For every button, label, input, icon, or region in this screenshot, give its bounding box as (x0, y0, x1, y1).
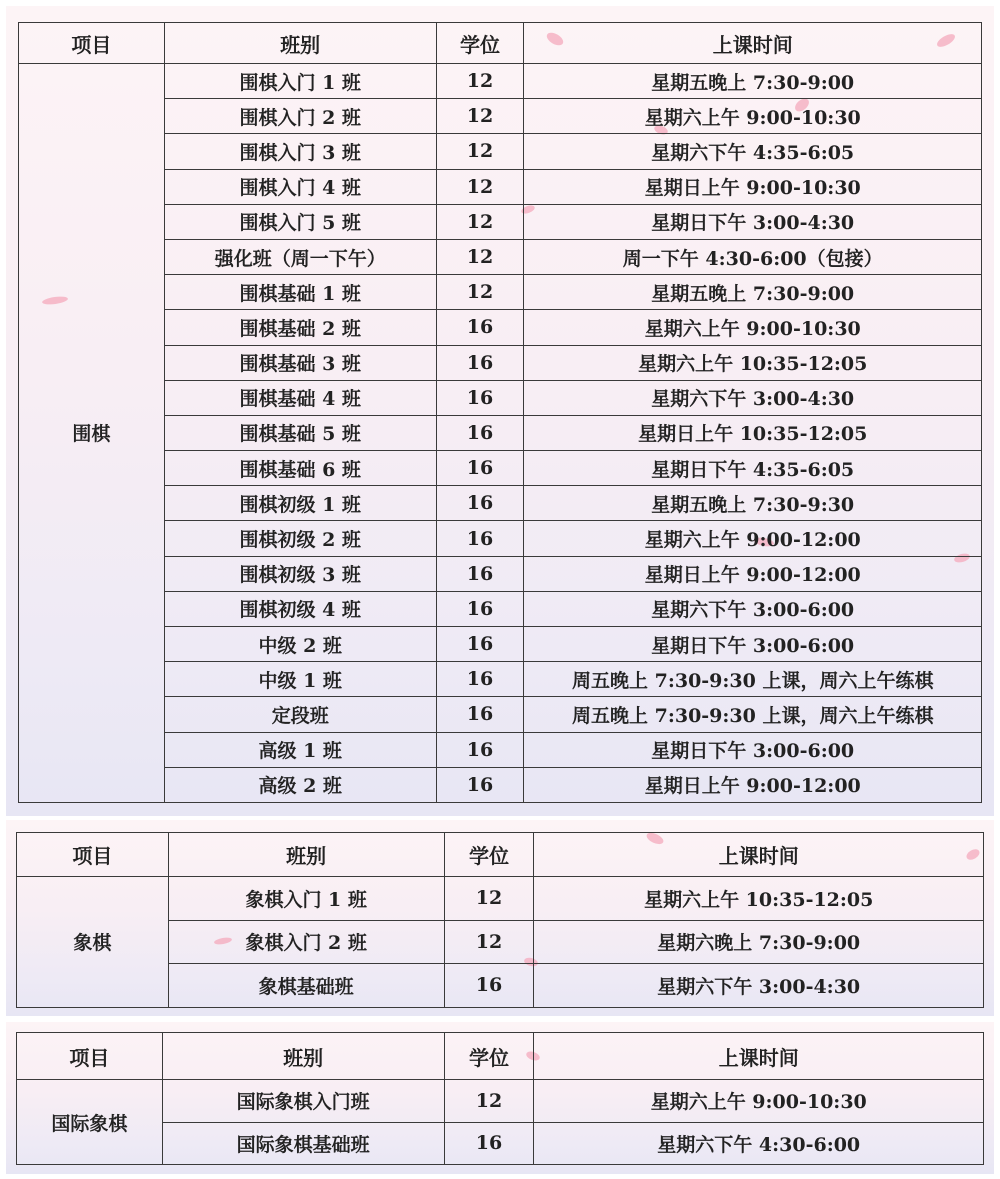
time-cell: 星期六上午 10:35-12:05 (534, 877, 984, 921)
time-cell: 周一下午 4:30-6:00（包接） (524, 239, 982, 274)
seats-cell: 16 (436, 380, 524, 415)
class-cell: 定段班 (164, 697, 436, 732)
seats-cell: 16 (436, 697, 524, 732)
time-cell: 星期六下午 4:30-6:00 (534, 1122, 984, 1165)
table-row (17, 877, 984, 921)
seats-cell: 16 (444, 1122, 534, 1165)
table-header-row (17, 833, 984, 877)
table-row (19, 64, 982, 99)
class-cell: 强化班（周一下午） (164, 239, 436, 274)
seats-cell: 12 (436, 204, 524, 239)
seats-cell: 12 (444, 1080, 534, 1123)
seats-cell: 16 (436, 732, 524, 767)
class-cell: 中级 1 班 (164, 662, 436, 697)
header-time: 上课时间 (534, 833, 984, 877)
class-cell: 围棋初级 1 班 (164, 486, 436, 521)
class-cell: 围棋入门 5 班 (164, 204, 436, 239)
time-cell: 星期六下午 3:00-4:30 (524, 380, 982, 415)
seats-cell: 12 (444, 920, 534, 964)
header-class: 班别 (164, 23, 436, 64)
class-cell: 围棋初级 3 班 (164, 556, 436, 591)
time-cell: 星期日下午 4:35-6:05 (524, 451, 982, 486)
time-cell: 星期六上午 10:35-12:05 (524, 345, 982, 380)
time-cell: 星期六晚上 7:30-9:00 (534, 920, 984, 964)
header-class: 班别 (162, 1033, 444, 1080)
header-seats: 学位 (444, 1033, 534, 1080)
seats-cell: 16 (436, 345, 524, 380)
chess-table (16, 1032, 984, 1165)
class-cell: 中级 2 班 (164, 627, 436, 662)
time-cell: 星期六上午 9:00-10:30 (524, 99, 982, 134)
xiangqi-table (16, 832, 984, 1008)
header-time: 上课时间 (524, 23, 982, 64)
seats-cell: 16 (436, 415, 524, 450)
header-project: 项目 (17, 833, 169, 877)
class-cell: 高级 2 班 (164, 767, 436, 802)
class-cell: 围棋初级 2 班 (164, 521, 436, 556)
seats-cell: 16 (436, 591, 524, 626)
seats-cell: 12 (436, 134, 524, 169)
class-cell: 象棋基础班 (168, 964, 444, 1008)
seats-cell: 12 (436, 99, 524, 134)
class-cell: 围棋基础 4 班 (164, 380, 436, 415)
class-cell: 高级 1 班 (164, 732, 436, 767)
time-cell: 星期五晚上 7:30-9:00 (524, 275, 982, 310)
time-cell: 星期日上午 9:00-12:00 (524, 767, 982, 802)
table-header-row (19, 23, 982, 64)
time-cell: 星期六上午 9:00-10:30 (524, 310, 982, 345)
class-cell: 围棋基础 1 班 (164, 275, 436, 310)
table-header-row (17, 1033, 984, 1080)
time-cell: 星期六上午 9:00-10:30 (534, 1080, 984, 1123)
seats-cell: 12 (436, 275, 524, 310)
seats-cell: 12 (436, 64, 524, 99)
class-cell: 国际象棋入门班 (162, 1080, 444, 1123)
seats-cell: 16 (436, 767, 524, 802)
class-cell: 围棋基础 3 班 (164, 345, 436, 380)
class-cell: 围棋基础 5 班 (164, 415, 436, 450)
class-cell: 围棋入门 3 班 (164, 134, 436, 169)
class-cell: 围棋初级 4 班 (164, 591, 436, 626)
time-cell: 周五晚上 7:30-9:30 上课，周六上午练棋 (524, 662, 982, 697)
time-cell: 星期日上午 10:35-12:05 (524, 415, 982, 450)
header-seats: 学位 (444, 833, 534, 877)
time-cell: 星期日上午 9:00-10:30 (524, 169, 982, 204)
time-cell: 星期日下午 3:00-4:30 (524, 204, 982, 239)
header-seats: 学位 (436, 23, 524, 64)
class-cell: 围棋基础 2 班 (164, 310, 436, 345)
seats-cell: 16 (436, 662, 524, 697)
seats-cell: 16 (436, 310, 524, 345)
project-cell: 国际象棋 (17, 1080, 163, 1165)
seats-cell: 12 (436, 239, 524, 274)
time-cell: 周五晚上 7:30-9:30 上课，周六上午练棋 (524, 697, 982, 732)
seats-cell: 16 (436, 627, 524, 662)
table-row (17, 1080, 984, 1123)
class-cell: 象棋入门 2 班 (168, 920, 444, 964)
class-cell: 围棋入门 4 班 (164, 169, 436, 204)
time-cell: 星期五晚上 7:30-9:00 (524, 64, 982, 99)
seats-cell: 12 (444, 877, 534, 921)
class-cell: 围棋入门 2 班 (164, 99, 436, 134)
time-cell: 星期日下午 3:00-6:00 (524, 732, 982, 767)
seats-cell: 16 (444, 964, 534, 1008)
class-cell: 国际象棋基础班 (162, 1122, 444, 1165)
header-project: 项目 (17, 1033, 163, 1080)
time-cell: 星期六上午 9:00-12:00 (524, 521, 982, 556)
seats-cell: 16 (436, 451, 524, 486)
class-cell: 围棋基础 6 班 (164, 451, 436, 486)
time-cell: 星期日上午 9:00-12:00 (524, 556, 982, 591)
time-cell: 星期六下午 3:00-4:30 (534, 964, 984, 1008)
class-cell: 象棋入门 1 班 (168, 877, 444, 921)
class-cell: 围棋入门 1 班 (164, 64, 436, 99)
time-cell: 星期六下午 4:35-6:05 (524, 134, 982, 169)
time-cell: 星期六下午 3:00-6:00 (524, 591, 982, 626)
time-cell: 星期五晚上 7:30-9:30 (524, 486, 982, 521)
seats-cell: 16 (436, 556, 524, 591)
header-time: 上课时间 (534, 1033, 984, 1080)
seats-cell: 16 (436, 521, 524, 556)
seats-cell: 12 (436, 169, 524, 204)
project-cell: 象棋 (17, 877, 169, 1008)
weiqi-table (18, 22, 982, 803)
header-project: 项目 (19, 23, 165, 64)
seats-cell: 16 (436, 486, 524, 521)
header-class: 班别 (168, 833, 444, 877)
time-cell: 星期日下午 3:00-6:00 (524, 627, 982, 662)
project-cell: 围棋 (19, 64, 165, 803)
table-row (17, 1122, 984, 1165)
